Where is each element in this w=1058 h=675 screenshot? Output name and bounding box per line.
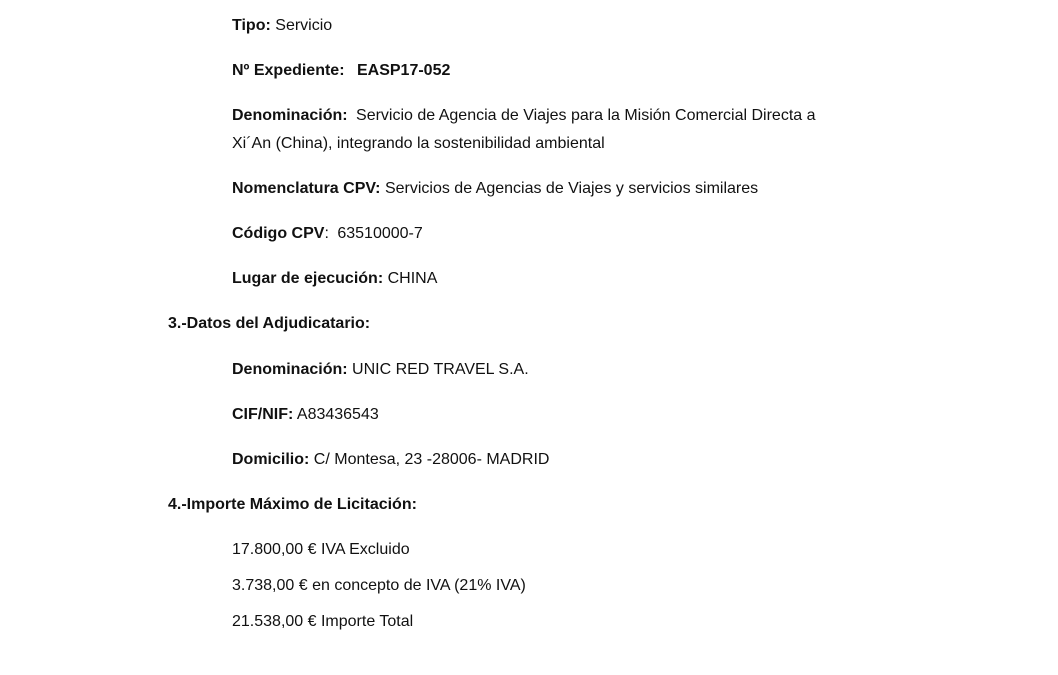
denominacion-label: Denominación: — [232, 107, 348, 124]
lugar-row — [232, 269, 437, 289]
cpv-codigo-separator: : — [324, 225, 329, 242]
cif-row — [232, 405, 379, 425]
section-4-heading: 4.-Importe Máximo de Licitación: — [168, 496, 417, 513]
lugar-label: Lugar de ejecución: — [232, 270, 384, 287]
tipo-label: Tipo: — [232, 17, 271, 34]
cpv-codigo-row — [232, 224, 423, 244]
cif-value: A83436543 — [296, 406, 379, 423]
tipo-row — [232, 16, 332, 36]
importe-line-3: 21.538,00 € Importe Total — [232, 613, 414, 630]
cif-label: CIF/NIF: — [232, 406, 294, 423]
expediente-label: Nº Expediente: — [232, 62, 345, 79]
denominacion-value-line1: Servicio de Agencia de Viajes para la Misión Comercial Directa a — [356, 107, 816, 124]
domicilio-value: C/ Montesa, 23 -28006- MADRID — [313, 451, 550, 468]
cpv-nomenclatura-value: Servicios de Agencias de Viajes y servicios similares — [384, 180, 759, 197]
tipo-value: Servicio — [275, 17, 333, 34]
denominacion-row-line1 — [232, 106, 816, 126]
domicilio-label: Domicilio: — [232, 451, 310, 468]
cpv-codigo-value: 63510000-7 — [337, 225, 423, 242]
lugar-value: CHINA — [387, 270, 438, 287]
cpv-nomenclatura-label: Nomenclatura CPV: — [232, 180, 381, 197]
cpv-nomenclatura-row — [232, 179, 758, 199]
section-3-heading: 3.-Datos del Adjudicatario: — [168, 315, 371, 332]
adjudicatario-denominacion-value: UNIC RED TRAVEL S.A. — [352, 361, 529, 378]
expediente-row — [232, 61, 450, 81]
cpv-codigo-label: Código CPV — [232, 225, 325, 242]
domicilio-row — [232, 450, 549, 470]
denominacion-value-line2: Xi´An (China), integrando la sostenibilidad ambiental — [232, 135, 605, 152]
expediente-value: EASP17-052 — [356, 62, 451, 79]
denominacion-row-line2 — [232, 134, 605, 154]
adjudicatario-denominacion-row — [232, 360, 529, 380]
importe-line-1: 17.800,00 € IVA Excluido — [232, 541, 410, 558]
importe-line-2: 3.738,00 € en concepto de IVA (21% IVA) — [232, 577, 526, 594]
adjudicatario-denominacion-label: Denominación: — [232, 361, 348, 378]
